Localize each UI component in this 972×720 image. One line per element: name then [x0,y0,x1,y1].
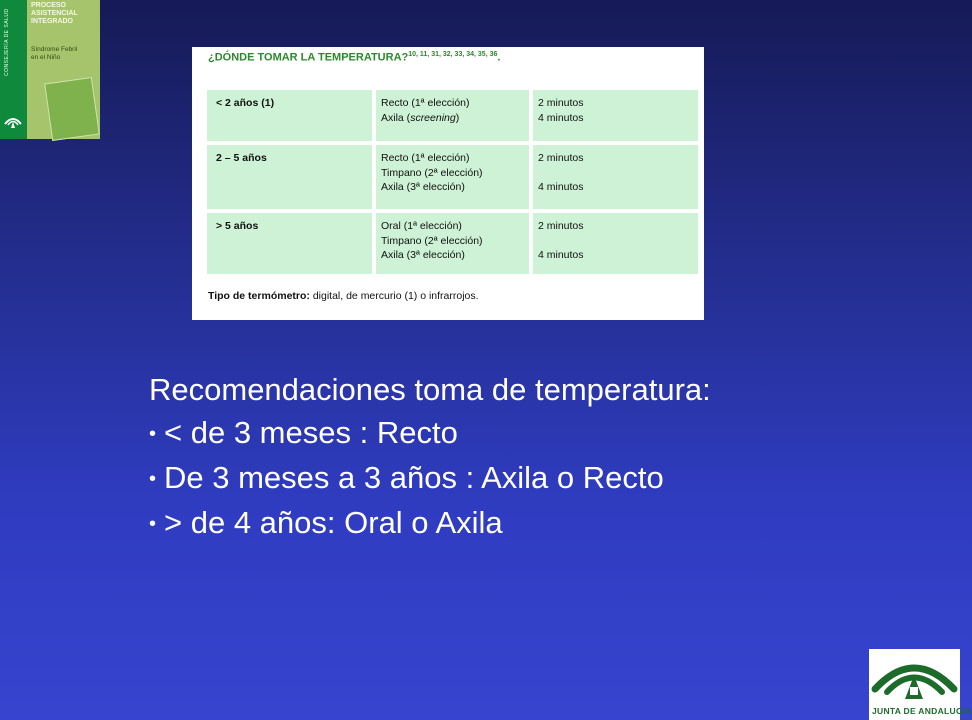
logo-text: JUNTA DE ANDALUCIA [872,706,972,716]
footer-label: Tipo de termómetro: [208,290,310,302]
time-line: 4 minutos [538,111,584,124]
method-line: Recto (1ª elección) [381,152,470,164]
recommendations-block [149,368,711,546]
footer-text: digital, de mercurio (1) o infrarrojos. [309,290,479,302]
table-cell-age: < 2 años (1) [207,90,372,141]
method-line: Oral (1ª elección) [381,220,462,232]
cover-title-line: INTEGRADO [31,18,73,25]
cover-subtitle [31,46,97,62]
table-title-text: ¿DÓNDE TOMAR LA TEMPERATURA? [208,51,409,64]
junta-logo-icon [2,112,24,134]
recommendation-text: < de 3 meses : Recto [164,415,458,450]
cover-illustration [44,77,100,141]
table-title: ¿DÓNDE TOMAR LA TEMPERATURA?$^{10, 11, 31, 32, 33, 34, 35, 36}$. [208,51,501,64]
cover-title [31,2,97,26]
temperature-table-panel [192,47,704,320]
time-line: 2 minutos [538,220,584,232]
table-cell-methods [376,213,529,274]
table-cell-times [533,213,698,274]
table-footer-note [208,290,479,302]
cover-spine-text: CONSEJERÍA DE SALUD [4,8,10,76]
recommendation-text: De 3 meses a 3 años : Axila o Recto [164,460,664,495]
table-cell-times [533,90,698,141]
time-line: 4 minutos [538,181,584,193]
book-cover-thumbnail [0,0,100,139]
method-line: Recto (1ª elección) [381,97,470,109]
time-line-empty [538,234,690,249]
table-cell-times [533,145,698,209]
cover-subtitle-line: en el Niño [31,54,61,61]
method-line: Axila (3ª elección) [381,249,465,261]
recommendation-item [149,501,711,546]
table-cell-methods [376,90,529,141]
table-cell-age: 2 – 5 años [207,145,372,209]
table-cell-age: > 5 años [207,213,372,274]
method-line: Timpano (2ª elección) [381,234,483,247]
bullet-icon: • [149,468,157,490]
temperature-table [207,90,698,274]
method-line: Axila (screening) [381,111,460,124]
recommendation-text: > de 4 años: Oral o Axila [164,505,503,540]
cover-title-line: PROCESO [31,2,67,9]
table-title-refs: 10, 11, 31, 32, 33, 34, 35, 36 [408,51,498,58]
time-line: 4 minutos [538,249,584,261]
time-line: 2 minutos [538,97,584,109]
bullet-icon: • [149,513,157,535]
cover-title-line: ASISTENCIAL [31,10,78,17]
junta-emblem-icon [869,649,960,704]
method-line-italic: screening [410,111,456,124]
time-line-empty [538,166,690,181]
recommendations-heading: Recomendaciones toma de temperatura: [149,372,711,407]
method-line: Axila (3ª elección) [381,181,465,193]
time-line: 2 minutos [538,152,584,164]
method-line: Timpano (2ª elección) [381,166,483,179]
cover-subtitle-line: Síndrome Febril [31,46,78,53]
bullet-icon: • [149,423,157,445]
recommendation-item [149,456,711,501]
recommendation-item [149,411,711,456]
table-cell-methods [376,145,529,209]
junta-de-andalucia-logo [869,649,972,720]
